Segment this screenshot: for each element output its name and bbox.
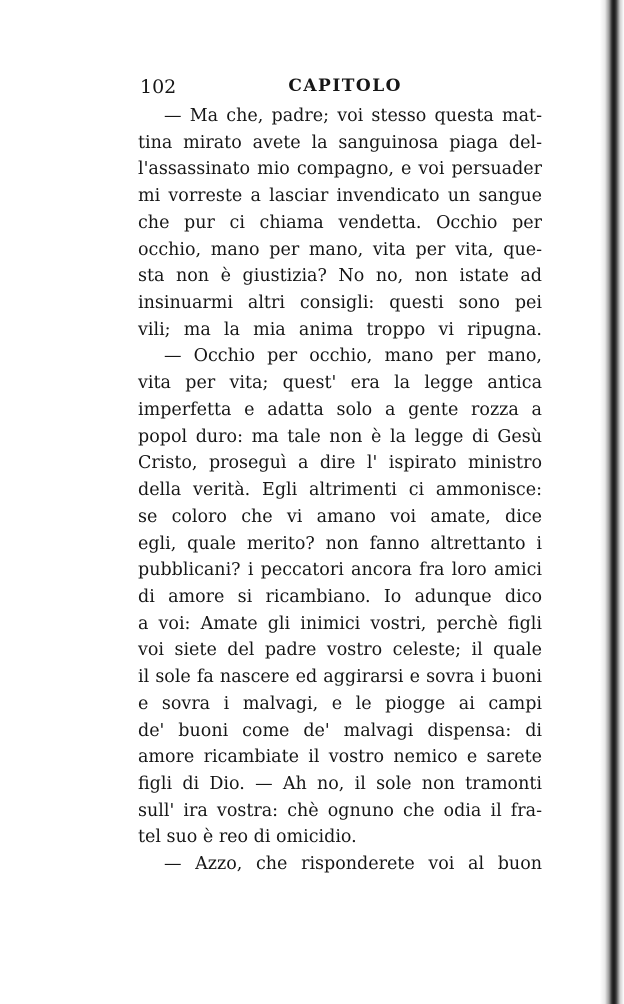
text-line: figli di Dio. — Ah no, il sole non tramonti [138,773,542,794]
text-line: insinuarmi altri consigli: questi sono pei [138,293,542,314]
text-line: il sole fa nascere ed aggirarsi e sovra i buoni [138,667,542,688]
page-number: 102 [140,76,177,98]
page-binding-edge [600,0,624,1004]
text-line: della verità. Egli altrimenti ci ammonisce: [138,480,542,501]
text-line: sta non è giustizia? No no, non istate ad [138,266,542,287]
text-line: — Occhio per occhio, mano per mano, [164,346,542,367]
text-line: — Ma che, padre; voi stesso questa mat- [164,106,542,126]
body-text [138,103,542,878]
text-line: occhio, mano per mano, vita per vita, que- [138,239,542,260]
text-line: — Azzo, che risponderete voi al buon [164,854,542,875]
text-line: pubblicani? i peccatori ancora fra loro amici [138,560,542,581]
text-line: vita per vita; quest' era la legge antica [138,373,542,394]
text-line: tina mirato avete la sanguinosa piaga del- [138,132,542,153]
text-line: a voi: Amate gli inimici vostri, perchè figli [138,613,542,634]
page-header [140,76,402,106]
text-line: Cristo, proseguì a dire l' ispirato ministro [138,453,542,474]
running-head: CAPITOLO [288,76,402,96]
text-line: de' buoni come de' malvagi dispensa: di [138,720,542,741]
text-line: tel suo è reo di omicidio. [138,827,357,848]
text-line: se coloro che vi amano voi amate, dice [138,506,542,527]
text-line: popol duro: ma tale non è la legge di Gesù [138,426,542,447]
text-line: e sovra i malvagi, e le piogge ai campi [138,693,542,714]
text-line: l'assassinato mio compagno, e voi persuader [138,159,542,180]
text-line: amore ricambiate il vostro nemico e sarete [138,747,542,768]
text-line: che pur ci chiama vendetta. Occhio per [138,212,542,233]
text-line: vili; ma la mia anima troppo vi ripugna. [138,319,542,340]
text-line: egli, quale merito? non fanno altrettanto i [138,533,542,554]
text-line: mi vorreste a lasciar invendicato un sangue [138,186,542,207]
text-line: di amore si ricambiano. Io adunque dico [138,586,542,607]
text-line: voi siete del padre vostro celeste; il quale [138,640,542,661]
text-line: sull' ira vostra: chè ognuno che odia il fra- [138,800,542,821]
text-line: imperfetta e adatta solo a gente rozza a [138,399,542,420]
